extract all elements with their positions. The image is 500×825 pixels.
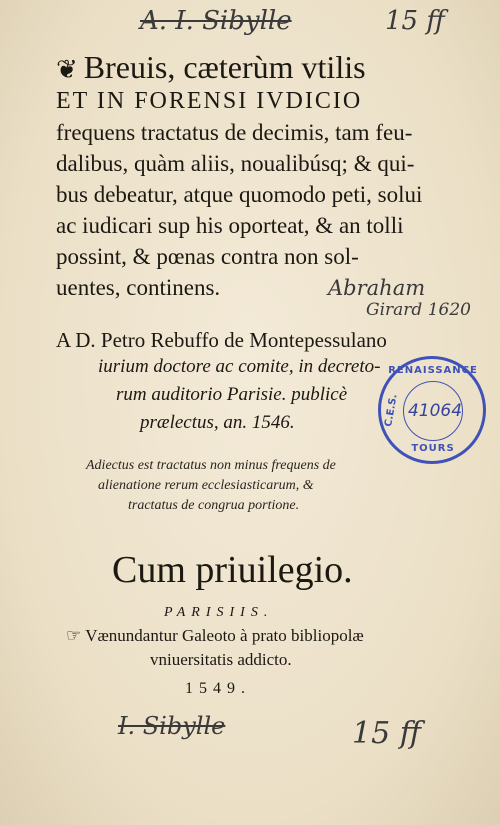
marginalia-top-number: 15 ff	[385, 6, 445, 36]
stamp-left-text: C.E.S.	[383, 393, 400, 428]
stamp-top-text: RENAISSANCE	[388, 365, 478, 376]
marginalia-top-name: A. I. Sibylle	[140, 6, 292, 36]
privilege-notice: Cum priuilegio.	[112, 549, 353, 591]
title-body-line: ac iudicari sup his oporteat, & an tolli	[56, 213, 404, 238]
library-stamp	[378, 356, 486, 464]
supplement-line-2: alienatione rerum ecclesiasticarum, &	[98, 478, 314, 493]
stamp-number: 41064	[407, 401, 463, 421]
supplement-line-3: tractatus de congrua portione.	[128, 498, 300, 513]
title-body-line: dalibus, quàm aliis, noualibúsq; & qui-	[56, 151, 415, 176]
owner-signature-line-2: Girard 1620	[366, 300, 471, 320]
imprint-line-2: vniuersitatis addicto.	[150, 650, 292, 669]
manicule-icon: ☞	[66, 626, 86, 645]
owner-signature-line-1: Abraham	[328, 276, 426, 300]
imprint-city: PARISIIS.	[164, 605, 274, 620]
title-body-line: frequens tractatus de decimis, tam feu-	[56, 120, 413, 145]
marginalia-bottom-name: I. Sibylle	[118, 712, 226, 740]
title-body-line: bus debeatur, atque quomodo peti, solui	[56, 182, 423, 207]
marginalia-bottom-number: 15 ff	[352, 716, 421, 751]
title-line-2: ET IN FORENSI IVDICIO	[56, 88, 363, 114]
author-line-1: A D. Petro Rebuffo de Montepessulano	[56, 328, 387, 352]
title-body-line: uentes, continens.	[56, 275, 221, 300]
imprint-line-1: ☞ Vænundantur Galeoto à prato bibliopolæ	[66, 626, 364, 645]
title-body-line: possint, & pœnas contra non sol-	[56, 244, 359, 269]
imprint-year: 1549.	[185, 680, 251, 697]
supplement-line-1: Adiectus est tractatus non minus frequens de	[86, 458, 336, 473]
title-line-1: ❦ Breuis, cæterùm vtilis	[56, 49, 366, 85]
ornament-icon: ❦	[56, 55, 76, 84]
stamp-bottom-text: TOURS	[411, 443, 455, 454]
author-line-3: rum auditorio Parisie. publicè	[116, 384, 348, 405]
author-line-4: prælectus, an. 1546.	[140, 412, 295, 433]
author-line-2: iurium doctore ac comite, in decreto-	[98, 356, 381, 377]
